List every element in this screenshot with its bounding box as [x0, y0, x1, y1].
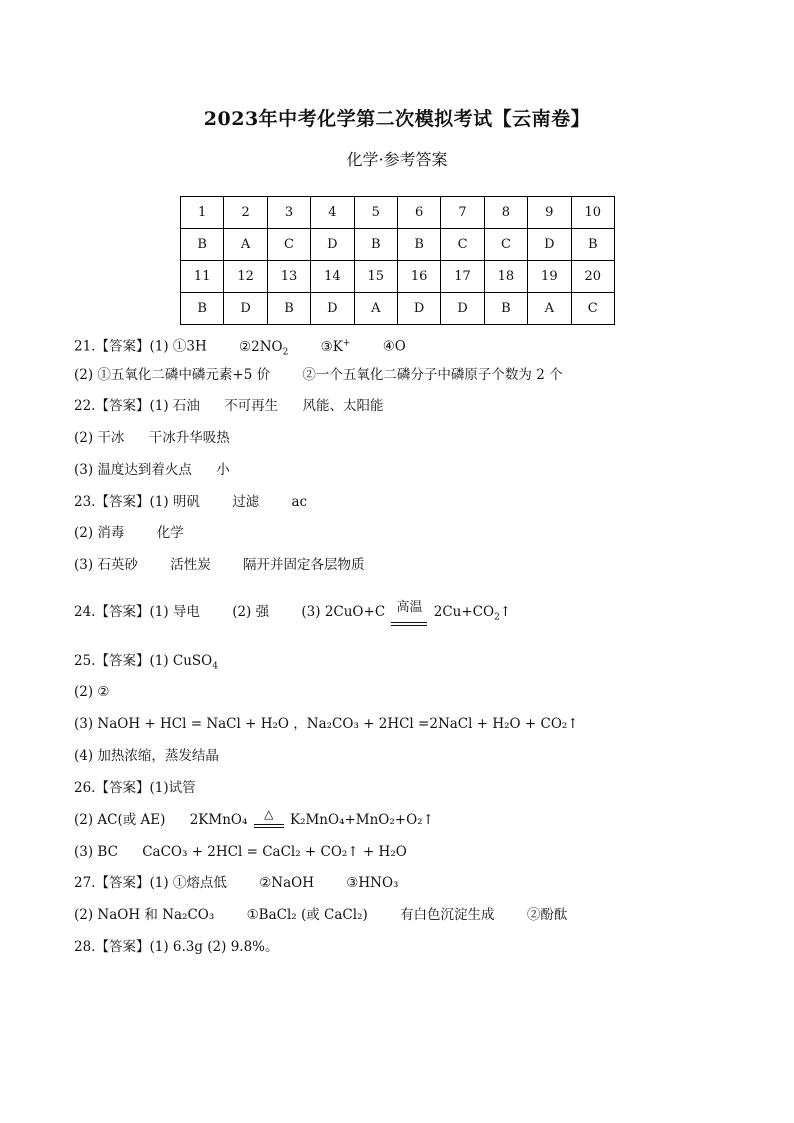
q22-a2: 不可再生	[224, 398, 279, 414]
table-cell: C	[267, 229, 310, 261]
q21-a3-sup: +	[342, 338, 351, 348]
q21-p2: (2) ①五氧化二磷中磷元素+5 价	[74, 367, 271, 383]
q26-p2: (2) AC(或 AE)	[74, 812, 166, 828]
document-title: 2023年中考化学第二次模拟考试【云南卷】	[203, 108, 591, 130]
q26-part2-line	[74, 807, 434, 829]
q24-a3: (3) 2CuO+C	[301, 604, 386, 620]
table-cell: B	[397, 229, 440, 261]
q22-head: 22.【答案】(1) 石油	[74, 398, 200, 414]
q23-p3c: 隔开并固定各层物质	[243, 557, 365, 573]
q25-head-sub: 4	[212, 661, 218, 672]
q23-a3: ac	[291, 494, 308, 510]
q24-a3b-sub: 2	[494, 612, 500, 623]
equals-bar-top	[254, 824, 284, 825]
q23-p3: (3) 石英砂	[74, 557, 138, 573]
q26-answer-line	[74, 779, 196, 797]
table-row	[181, 261, 615, 293]
table-cell: D	[397, 293, 440, 325]
q25-head	[74, 653, 218, 672]
q23-part3-line	[74, 556, 365, 574]
q28-answer-line	[74, 938, 279, 956]
heating-condition: △	[264, 807, 274, 821]
q27-a3: ③HNO₃	[346, 875, 399, 891]
table-cell: 19	[528, 261, 571, 293]
q26-p2c: K₂MnO₄+MnO₂+O₂↑	[289, 812, 434, 828]
q22-p2b: 干冰升华吸热	[148, 430, 230, 446]
table-cell: 8	[484, 197, 527, 229]
q28-head: 28.【答案】(1) 6.3g (2) 9.8%。	[74, 939, 279, 955]
q23-part2-line	[74, 524, 184, 542]
q27-p2: (2) NaOH 和 Na₂CO₃	[74, 907, 215, 923]
q25-p3: (3) NaOH + HCl = NaCl + H₂O ，Na₂CO₃ + 2HCl =2NaCl + H₂O + CO₂↑	[74, 716, 579, 732]
q24-a2: (2) 强	[232, 604, 270, 620]
q25-answer-line	[74, 652, 218, 676]
q27-answer-line	[74, 874, 398, 892]
table-cell: B	[484, 293, 527, 325]
q21-answer-line	[74, 334, 406, 361]
q24-answer-line	[74, 599, 512, 627]
q21-p2b: ②一个五氧化二磷分子中磷原子个数为 2 个	[302, 367, 563, 383]
table-cell: C	[571, 293, 614, 325]
heating-equals-sign	[252, 807, 286, 829]
q23-a2: 过滤	[232, 494, 260, 510]
table-cell: 18	[484, 261, 527, 293]
q25-part3-line	[74, 715, 579, 733]
q25-head-text: 25.【答案】(1) CuSO	[74, 653, 213, 669]
table-cell: 12	[224, 261, 267, 293]
table-cell: D	[311, 293, 354, 325]
q22-p2: (2) 干冰	[74, 430, 125, 446]
q21-a2-sub: 2	[282, 347, 289, 358]
q23-p2b: 化学	[156, 525, 184, 541]
table-row	[181, 197, 615, 229]
table-cell: B	[267, 293, 310, 325]
q25-part4-line	[74, 747, 219, 765]
q26-head: 26.【答案】(1)试管	[74, 780, 196, 796]
q22-p3b: 小	[216, 462, 230, 478]
table-cell: 10	[571, 197, 614, 229]
table-cell: 16	[397, 261, 440, 293]
table-cell: 2	[224, 197, 267, 229]
q22-answer-line	[74, 397, 383, 415]
table-row	[181, 229, 615, 261]
q22-a3: 风能、太阳能	[302, 398, 384, 414]
q21-a4: ④O	[382, 338, 406, 355]
table-cell: 5	[354, 197, 397, 229]
q21-part2-line	[74, 366, 563, 384]
table-row	[181, 293, 615, 325]
table-cell: 7	[441, 197, 484, 229]
table-cell: 4	[311, 197, 354, 229]
q26-p3b: CaCO₃ + 2HCl = CaCl₂ + CO₂↑ + H₂O	[142, 844, 407, 860]
table-cell: 1	[181, 197, 224, 229]
q26-p2b: 2KMnO₄	[189, 812, 248, 828]
q21-a2	[239, 338, 289, 358]
q23-head: 23.【答案】(1) 明矾	[74, 494, 200, 510]
q27-part2-line	[74, 906, 567, 924]
q22-part3-line	[74, 461, 230, 479]
q25-part2-line	[74, 683, 110, 701]
table-cell: B	[354, 229, 397, 261]
q27-a2: ②NaOH	[259, 875, 314, 891]
q27-head: 27.【答案】(1) ①熔点低	[74, 875, 227, 891]
q23-answer-line	[74, 493, 307, 511]
q21-a3	[321, 339, 351, 355]
reaction-equals-sign	[389, 599, 429, 627]
q26-p3: (3) BC	[74, 844, 118, 860]
table-cell: 14	[311, 261, 354, 293]
q25-p4: (4) 加热浓缩，蒸发结晶	[74, 748, 219, 764]
table-cell: 13	[267, 261, 310, 293]
table-cell: 6	[397, 197, 440, 229]
q24-a3b	[433, 604, 512, 623]
table-cell: 11	[181, 261, 224, 293]
table-cell: 15	[354, 261, 397, 293]
q27-p2d: ②酚酞	[526, 907, 568, 923]
equals-bar-bottom	[254, 827, 284, 828]
q23-p2: (2) 消毒	[74, 525, 125, 541]
table-cell: 17	[441, 261, 484, 293]
table-cell: D	[311, 229, 354, 261]
equals-bar-top	[391, 622, 427, 623]
table-cell: C	[441, 229, 484, 261]
reaction-condition: 高温	[396, 599, 423, 615]
table-cell: C	[484, 229, 527, 261]
q23-p3b: 活性炭	[170, 557, 211, 573]
table-cell: A	[528, 293, 571, 325]
answer-table	[180, 196, 615, 325]
table-cell: B	[181, 229, 224, 261]
q27-p2c: 有白色沉淀生成	[400, 907, 495, 923]
table-cell: D	[441, 293, 484, 325]
equals-bar-bottom	[391, 625, 427, 626]
table-cell: 9	[528, 197, 571, 229]
q27-p2b: ①BaCl₂ (或 CaCl₂)	[246, 907, 368, 923]
q22-part2-line	[74, 429, 230, 447]
q21-a3-text: ③K	[320, 338, 343, 355]
table-cell: 20	[571, 261, 614, 293]
table-cell: D	[224, 293, 267, 325]
q24-a3b-text: 2Cu+CO	[433, 604, 495, 620]
table-cell: A	[354, 293, 397, 325]
table-cell: B	[571, 229, 614, 261]
q21-a2-text: ②2NO	[239, 338, 283, 355]
q22-p3: (3) 温度达到着火点	[74, 462, 192, 478]
table-cell: D	[528, 229, 571, 261]
q24-a3b-arrow: ↑	[499, 604, 512, 620]
table-cell: 3	[267, 197, 310, 229]
table-cell: B	[181, 293, 224, 325]
q26-part3-line	[74, 843, 407, 861]
table-cell: A	[224, 229, 267, 261]
q25-p2: (2) ②	[74, 684, 110, 700]
q21-head: 21.【答案】(1) ①3H	[74, 338, 207, 355]
q24-head: 24.【答案】(1) 导电	[74, 604, 200, 620]
document-subtitle: 化学·参考答案	[346, 150, 448, 169]
